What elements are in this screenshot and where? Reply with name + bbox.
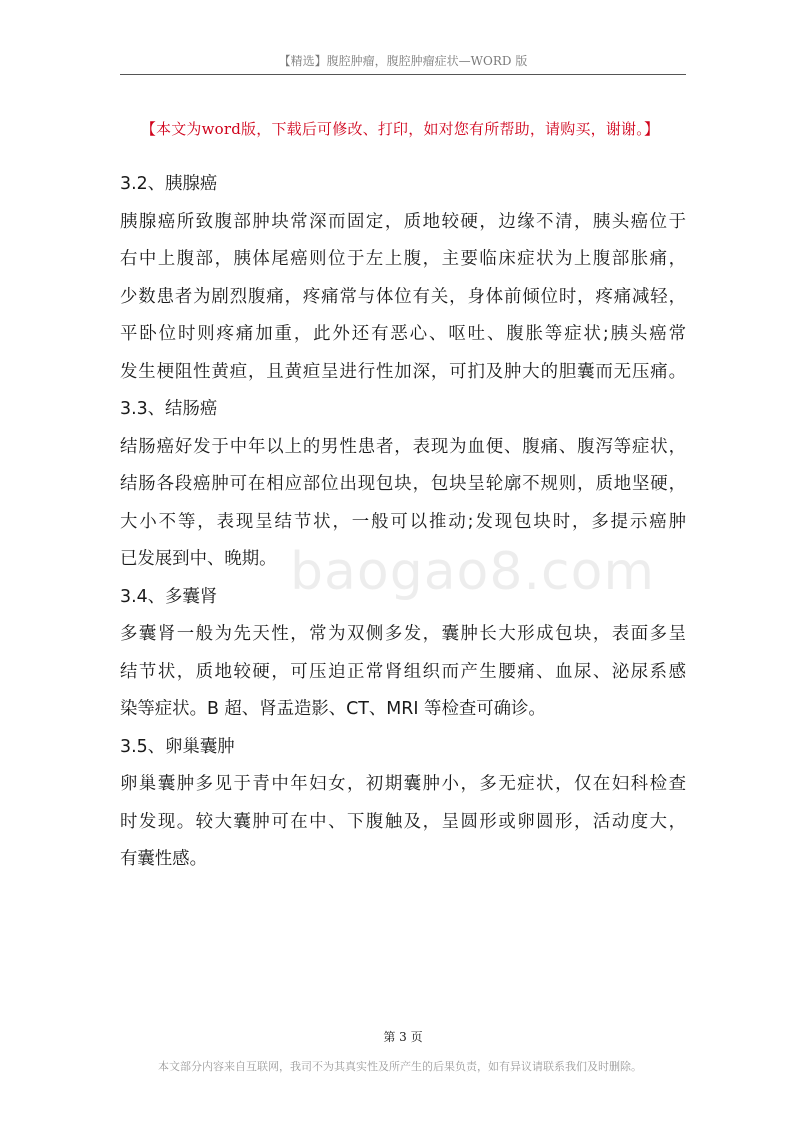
section-heading: 3.5、卵巢囊肿 (120, 736, 235, 757)
paragraph-line: 胰腺癌所致腹部肿块常深而固定，质地较硬，边缘不清，胰头癌位于 (120, 211, 686, 232)
watermark-text: baogao8.com (290, 542, 656, 602)
section-heading: 3.4、多囊肾 (120, 586, 218, 607)
paragraph-line: 时发现。较大囊肿可在中、下腹触及，呈圆形或卵圆形，活动度大， (120, 811, 686, 832)
paragraph-line: 大小不等，表现呈结节状，一般可以推动;发现包块时，多提示癌肿 (120, 511, 686, 532)
paragraph-line: 结肠癌好发于中年以上的男性患者，表现为血便、腹痛、腹泻等症状， (120, 436, 686, 457)
download-notice: 【本文为word版，下载后可修改、打印，如对您有所帮助，请购买，谢谢。】 (140, 120, 660, 138)
paragraph-line: 结节状，质地较硬，可压迫正常肾组织而产生腰痛、血尿、泌尿系感 (120, 661, 686, 682)
page-header-title: 【精选】腹腔肿瘤，腹腔肿瘤症状—WORD 版 (278, 54, 528, 68)
section-heading: 3.2、胰腺癌 (120, 174, 218, 194)
header-divider (120, 74, 686, 75)
paragraph-line: 有囊性感。 (120, 849, 207, 869)
paragraph-line: 平卧位时则疼痛加重，此外还有恶心、呕吐、腹胀等症状;胰头癌常 (120, 324, 686, 344)
page-number: 第 3 页 (383, 1030, 423, 1044)
paragraph-line: 右中上腹部，胰体尾癌则位于左上腹，主要临床症状为上腹部胀痛， (120, 249, 686, 269)
document-body (120, 166, 686, 879)
section-heading: 3.3、结肠癌 (120, 399, 218, 419)
paragraph-line: 卵巢囊肿多见于青中年妇女，初期囊肿小，多无症状，仅在妇科检查 (120, 774, 686, 794)
paragraph-line: 染等症状。B 超、肾盂造影、CT、MRI 等检查可确诊。 (120, 699, 546, 719)
paragraph-line: 结肠各段癌肿可在相应部位出现包块，包块呈轮廓不规则，质地坚硬， (120, 474, 686, 494)
paragraph-line: 发生梗阻性黄疸，且黄疸呈进行性加深，可扪及肿大的胆囊而无压痛。 (120, 361, 686, 382)
footer-disclaimer: 本文部分内容来自互联网，我司不为其真实性及所产生的后果负责，如有异议请联系我们及时删除。 (158, 1060, 642, 1073)
paragraph-line: 少数患者为剧烈腹痛，疼痛常与体位有关，身体前倾位时，疼痛减轻， (120, 286, 686, 307)
paragraph-line: 多囊肾一般为先天性，常为双侧多发，囊肿长大形成包块，表面多呈 (120, 624, 686, 644)
paragraph-line: 已发展到中、晚期。 (120, 549, 277, 569)
